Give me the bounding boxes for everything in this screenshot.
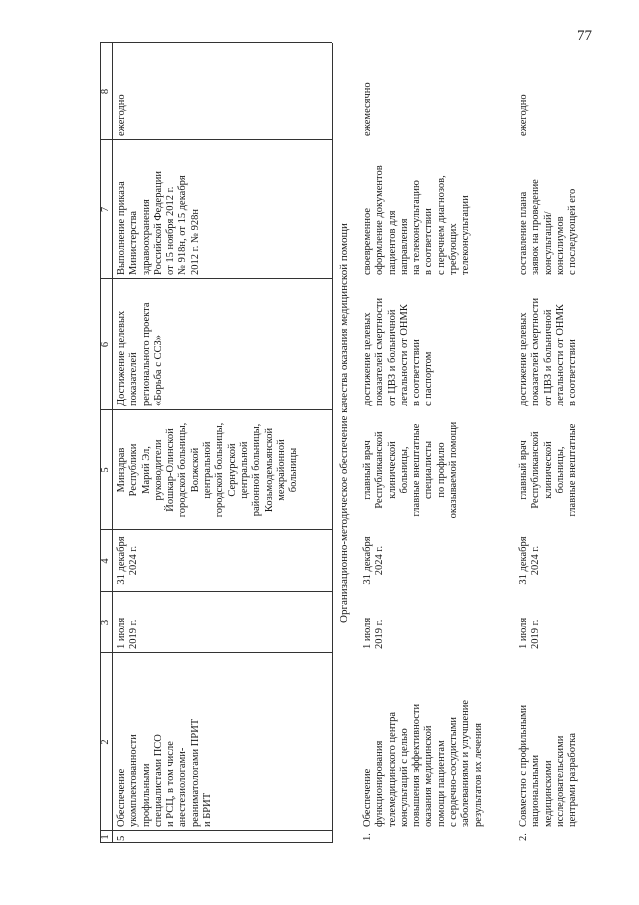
header-col-4: 4 [100, 558, 111, 564]
row5-responsible-line: Йошкар-Олинской [165, 428, 177, 512]
col-divider-8 [100, 139, 332, 140]
row1-indicator-line: показателей смертности [374, 297, 386, 406]
row5-bottom-border [332, 43, 333, 843]
row1-end-line: 2024 г. [374, 545, 386, 576]
row1-responsible-line: больницы, [398, 446, 410, 494]
row1-indicator-line: достижение целевых [362, 312, 373, 406]
row1-result-line: на телеконсультацию [411, 180, 423, 275]
row5-responsible-line: городской больницы, [214, 422, 226, 518]
row5-result-line: Выполнение приказа [116, 181, 127, 275]
col-divider-3 [100, 652, 332, 653]
row1-responsible [362, 411, 460, 529]
section-title: Организационно-методическое обеспечение качества оказания медицинской помощи [338, 223, 350, 623]
row2-result-line: составление плана [518, 191, 529, 275]
row1-responsible-line: Республиканской [374, 431, 386, 509]
row2-responsible-line: клинической [542, 441, 554, 499]
row1-frequency: ежемесячно [362, 82, 373, 136]
row5-indicator-line: регионального проекта [140, 302, 152, 406]
row1-result-line: требующих [448, 223, 460, 275]
row5-end-date [116, 532, 141, 589]
row1-responsible-line: клинической [386, 441, 398, 499]
row1-end-date [362, 532, 387, 589]
row5-indicator-line: Достижение целевых [116, 310, 127, 406]
row1-action-line: заболеваниями и улучшение [460, 699, 472, 827]
row2-indicator-line: показателей смертности [530, 297, 542, 406]
row5-responsible-line: Волжской [189, 447, 201, 493]
row1-indicator-line: в соответствии [411, 339, 423, 406]
row1-start-line: 1 июля [362, 617, 373, 649]
row1-action-line: помощи пациентам [435, 740, 447, 827]
row2-action-line: исследовательскими [554, 735, 566, 827]
header-col-5: 5 [100, 467, 111, 473]
row1-result [362, 165, 473, 275]
col-divider-4 [100, 591, 332, 592]
row5-end-line: 2024 г. [128, 545, 140, 576]
row1-result-line: телеконсультации [460, 195, 472, 275]
row2-end-line: 31 декабря [518, 536, 529, 585]
row5-responsible [116, 411, 300, 529]
row2-number: 2. [518, 833, 529, 841]
row1-result-line: оформление документов [374, 165, 386, 275]
row1-action-line: повышения эффективности [411, 703, 423, 827]
row2-responsible-line: главный врач [518, 440, 529, 500]
row1-start-date [362, 618, 387, 649]
row5-indicator-line: «Борьба с ССЗ» [152, 335, 164, 406]
row2-action-line: Совместно с профильными [518, 704, 529, 827]
row5-responsible-line: межрайонной [275, 439, 287, 501]
row2-indicator-line: достижение целевых [518, 312, 529, 406]
col-divider-1 [100, 842, 332, 843]
row2-responsible [518, 411, 579, 529]
row2-result-line: консультаций/ [542, 211, 554, 275]
row1-action-line: функционирования [374, 740, 386, 827]
row1-result-line: пациентов для [386, 210, 398, 275]
header-col-7: 7 [100, 206, 111, 213]
col-divider-5 [100, 529, 332, 530]
row5-result-line: № 918н, от 15 декабря [177, 175, 189, 275]
header-col-3: 3 [100, 619, 111, 626]
row5-responsible-line: городской больницы, [177, 422, 189, 518]
row2-indicator-line: от ЦВЗ и больничной [542, 309, 554, 406]
row1-responsible-line: по профилю [435, 442, 447, 498]
row5-responsible-line: Сернурской [226, 443, 238, 497]
row1-indicator [362, 298, 436, 406]
row1-action-line: с сердечно-сосудистыми [448, 716, 460, 827]
row1-responsible-line: главный врач [362, 440, 373, 500]
row1-action-line: телемедицинского центра [386, 711, 398, 827]
row1-result-line: в соответствии [423, 208, 435, 275]
page-number: 77 [577, 28, 592, 44]
row2-frequency: ежегодно [518, 94, 529, 136]
row1-responsible-line: специалисты [423, 440, 435, 500]
row1-indicator-line: летальности от ОНМК [398, 304, 410, 406]
row1-action-line: результатов их лечения [472, 723, 484, 827]
row2-responsible-line: больницы, [554, 446, 566, 494]
row5-responsible-line: Марий Эл, [140, 446, 152, 494]
row2-indicator-line: в соответствии [567, 339, 579, 406]
row2-action-line: центрами разработка [567, 732, 579, 827]
row5-result-line: здравоохранения [140, 199, 152, 275]
row5-action [116, 719, 214, 827]
row5-responsible-line: больницы [288, 447, 300, 493]
header-col-1: 1 [100, 834, 111, 840]
row5-action-line: специалистами ПСО [152, 734, 164, 827]
row5-indicator [116, 302, 165, 406]
row1-action-line: Обеспечение [362, 768, 373, 827]
col-divider-2 [100, 830, 332, 831]
header-divider [112, 43, 113, 843]
row1-action-line: консультаций с целью [398, 728, 410, 827]
row1-result-line: своевременное [362, 207, 373, 275]
row2-result-line: заявок на проведение [530, 179, 542, 275]
col-divider-6 [100, 409, 332, 410]
row5-responsible-line: Минздрав [116, 447, 127, 493]
row5-responsible-line: Республики [128, 443, 140, 497]
row1-action-line: оказания медицинской [423, 725, 435, 827]
row5-start-line: 1 июля [116, 617, 127, 649]
row2-start-line: 1 июля [518, 617, 529, 649]
row1-number: 1. [362, 833, 373, 841]
row1-result-line: с перечнем диагнозов, [435, 175, 447, 275]
row1-indicator-line: от ЦВЗ и больничной [386, 309, 398, 406]
row5-result-line: 2012 г. № 928н [189, 208, 201, 275]
row2-end-date [518, 532, 543, 589]
row5-result-line: Министерства [128, 210, 140, 275]
row5-indicator-line: показателей [128, 352, 140, 406]
row5-responsible-line: центральной [202, 441, 214, 499]
row2-action [518, 705, 579, 827]
header-col-8: 8 [100, 88, 111, 95]
row2-result-line: консилиумов [554, 216, 566, 275]
rotated-table [100, 43, 630, 843]
row5-number: 5 [116, 835, 127, 841]
row5-result [116, 171, 202, 275]
row5-action-line: анестезиологами- [177, 747, 189, 827]
row5-responsible-line: руководители [152, 439, 164, 501]
row2-result [518, 179, 579, 275]
row5-result-line: от 15 ноября 2012 г. [165, 186, 177, 275]
row5-frequency: ежегодно [116, 94, 127, 136]
row1-indicator-line: с паспортом [423, 351, 435, 406]
row5-start-date [116, 618, 141, 649]
row5-end-line: 31 декабря [116, 536, 127, 585]
row5-responsible-line: Козьмодемьянской [263, 427, 275, 513]
row2-responsible-line: главные внештатные [567, 423, 579, 517]
row2-result-line: с последующей его [567, 188, 579, 275]
row5-result-line: Российской Федерации [152, 171, 164, 275]
header-col-2: 2 [100, 739, 111, 745]
row5-action-line: укомплектованности [128, 734, 140, 827]
row5-start-line: 2019 г. [128, 619, 140, 649]
row1-start-line: 2019 г. [374, 619, 386, 649]
row5-action-line: и РСЦ, в том числе [165, 741, 177, 827]
row2-indicator [518, 298, 579, 406]
row1-responsible-line: оказываемой помощи [448, 421, 460, 519]
row2-end-line: 2024 г. [530, 545, 542, 576]
row5-action-line: реаниматологами ПРИТ [189, 718, 201, 827]
row1-end-line: 31 декабря [362, 536, 373, 585]
row2-responsible-line: Республиканской [530, 431, 542, 509]
row1-action [362, 700, 485, 827]
row1-result-line: направления [398, 218, 410, 275]
row1-responsible-line: главные внештатные [411, 423, 423, 517]
row2-start-line: 2019 г. [530, 619, 542, 649]
col-divider-7 [100, 278, 332, 279]
row5-action-line: профильными [140, 763, 152, 827]
row2-action-line: медицинскими [542, 760, 554, 827]
row5-responsible-line: центральной [238, 441, 250, 499]
table-border-right [100, 42, 332, 43]
row2-action-line: национальными [530, 754, 542, 827]
row5-action-line: Обеспечение [116, 768, 127, 827]
header-col-6: 6 [100, 341, 111, 348]
row5-action-line: и БРИТ [202, 792, 214, 827]
row5-responsible-line: районной больницы, [251, 423, 263, 517]
row2-indicator-line: летальности от ОНМК [554, 304, 566, 406]
row2-start-date [518, 618, 543, 649]
